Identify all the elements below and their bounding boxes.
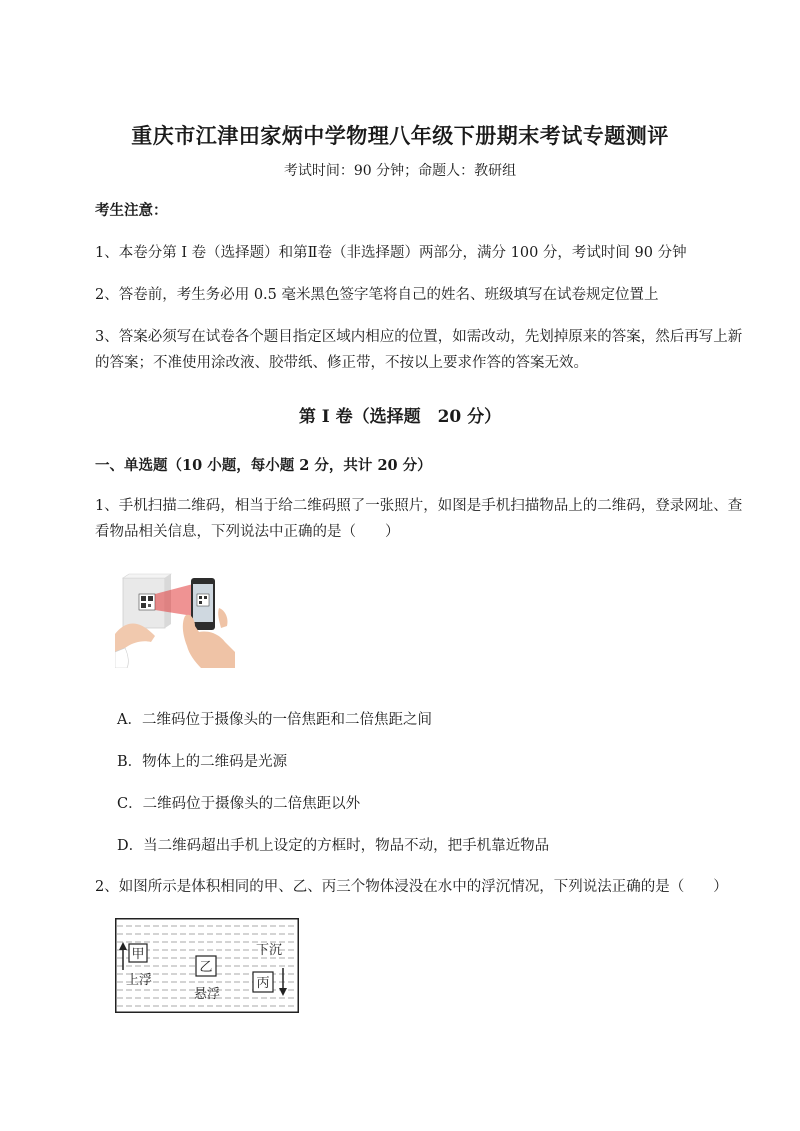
section-title: 第 I 卷（选择题 20 分） [298,407,502,427]
buoyancy-diagram [115,918,299,1013]
object-jia-label: 甲 [131,947,145,962]
label-float-up: 上浮 [125,973,153,988]
notice-item-3-line-1: 3、答案必须写在试卷各个题目指定区域内相应的位置，如需改动，先划掉原来的答案，然后再写上新 [95,329,743,345]
qr-scan-photo [115,572,235,668]
question-2-stem: 2、如图所示是体积相同的甲、乙、丙三个物体浸没在水中的浮沉情况，下列说法正确的是（ ） [95,879,728,895]
question-1-stem-line-1: 1、手机扫描二维码，相当于给二维码照了一张照片，如图是手机扫描物品上的二维码，登录网址、查 [95,498,743,514]
label-sink: 下沉 [255,943,283,958]
notice-item-1: 1、本卷分第 I 卷（选择题）和第Ⅱ卷（非选择题）两部分，满分 100 分，考试时间 90 分钟 [95,245,687,261]
notice-item-3-line-2: 的答案；不准使用涂改液、胶带纸、修正带，不按以上要求作答的答案无效。 [95,355,588,371]
notice-item-2: 2、答卷前，考生务必用 0.5 毫米黑色签字笔将自己的姓名、班级填写在试卷规定位置上 [95,287,659,303]
part-heading: 一、单选题（10 小题，每小题 2 分，共计 20 分） [95,457,432,474]
question-1-option-d: D．当二维码超出手机上设定的方框时，物品不动，把手机靠近物品 [117,838,550,854]
object-yi-label: 乙 [199,960,213,975]
question-1-stem-line-2: 看物品相关信息，下列说法中正确的是（ ） [95,524,400,540]
question-1-option-a: A．二维码位于摄像头的一倍焦距和二倍焦距之间 [117,712,432,728]
label-suspend: 悬浮 [193,987,221,1002]
notice-heading: 考生注意： [95,202,168,219]
object-bing-label: 丙 [256,976,270,991]
question-1-option-b: B．物体上的二维码是光源 [117,754,288,770]
question-1-option-c: C．二维码位于摄像头的二倍焦距以外 [117,796,361,812]
exam-info: 考试时间：90 分钟；命题人：教研组 [283,163,517,179]
page-title: 重庆市江津田家炳中学物理八年级下册期末考试专题测评 [131,123,669,148]
